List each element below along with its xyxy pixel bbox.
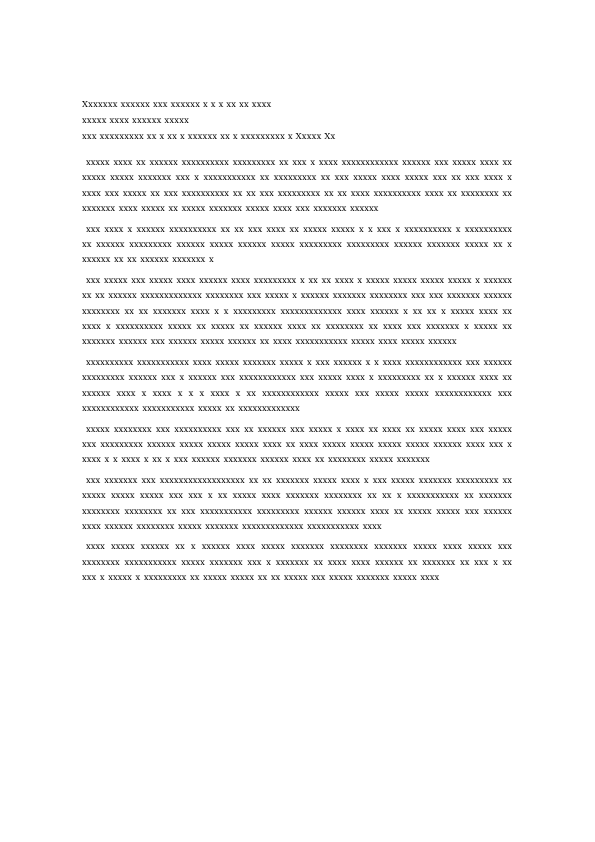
paragraph: xxx xxxxxxx xxx xxxxxxxxxxxxxxxxxx xx xx xxxxxxx xxxxx xxxx x xxx xxxxx xxxxxxx xxxxxxxxx xx xxxxx xxxxx xxxxx xxx xxx x xx xxxxx xxxx xxxxxxx xxxxxxxx xx xx x xxxxxxxxxxx xx xxxxxxx xxxxxxxx xxxxxxxx xx xxx xxxxxxxxxxx xxxxxxxxx xxxxxx xxxxxx xxxx xx xxxxx xxxxx xxx xxxxxx xxxx xxxxxx xxxxxxxx xxxxx xxxxxxx xxxxxxxxxxxxx xxxxxxxxxxx xxxx [82,474,512,531]
paragraph: xxx xxxx x xxxxxx xxxxxxxxxx xx xx xxx xxxx xx xxxxx xxxxx x x xxx x xxxxxxxxxx x xxxxxxxxxx xx xxxxxx xxxxxxxxx xxxxxx xxxxx xxxxxx xxxxx xxxxxxxxx xxxxxxxxx xxxxxx xxxxxxx xxxxx xx x xxxxxx xx xx xxxxxx xxxxxxx x [82,223,512,265]
paragraph: xxx xxxxx xxx xxxxx xxxx xxxxxx xxxx xxxxxxxxx x xx xx xxxx x xxxxx xxxxx xxxxx xxxxx x xxxxxx xx xx xxxxxx xxxxxxxxxxxxx xxxxxxxx xxx xxxxx x xxxxxx xxxxxxx xxxxxxxx xxx xxx xxxxxxx xxxxxx xxxxxxxx xx xx xxxxxxx xxxx x x xxxxxxxxx xxxxxxxxxxxxx xxxx xxxxxx x xx xx x xxxxx xxxx xx xxxx x xxxxxxxxxx xxxxx xx xxxxx xx xxxxxx xxxx xx xxxxxxxx xx xxxx xxx xxxxxxx x xxxxx xx xxxxxxx xxxxxx xxx xxxxxx xxxxx xxxxxx xx xxxx xxxxxxxxxxx xxxxx xxxx xxxxx xxxxxx [82,274,512,347]
paragraph: xxxxxxxxxx xxxxxxxxxxx xxxx xxxxx xxxxxxx xxxxx x xxx xxxxxx x x xxxx xxxxxxxxxxxx xxx xxxxxx xxxxxxxxx xxxxxx xxx x xxxxxx xxx xxxxxxxxxxxx xxx xxxxx xxxx x xxxxxxxxx xx x xxxxxx xxxx xx xxxxxx xxxx x xxxx x x x xxxx x xx xxxxxxxxxxxx xxxxx xxx xxxxx xxxxx xxxxxxxxxxxx xxx xxxxxxxxxxxx xxxxxxxxxxx xxxxx xx xxxxxxxxxxxxx [82,356,512,414]
paragraph: xxxxx xxxxxxxx xxx xxxxxxxxxx xxx xx xxxxxx xxx xxxxx x xxxx xx xxxx xx xxxxx xxxx xxx xxxxx xxx xxxxxxxxx xxxxxx xxxxx xxxxx xxxxx xxxx xx xxxx xxxxx xxxxx xxxxx xxxxx xxxxxx xxxx xxx x xxxx x x xxxx x xx x xxx xxxxxx xxxxxxx xxxxxx xxxx xx xxxxxxxx xxxxx xxxxxxx [82,423,512,465]
document-body [82,155,512,591]
paragraph: xxxxx xxxx xx xxxxxx xxxxxxxxxx xxxxxxxxx xx xxx x xxxx xxxxxxxxxxxx xxxxxx xxx xxxxx xxxx xx xxxxx xxxxx xxxxxxx xxx x xxxxxxxxxxx xx xxxxxxxxx xx xxx xxxxx xxxx xxxxx xxx xx xxx xxxx x xxxx xxx xxxxx xx xxx xxxxxxxxxx xx xx xxx xxxxxxxxx xx xx xxxx xxxxxxxxxx xxxx xx xxxxxxxx xx xxxxxxx xxxx xxxxx xx xxxxx xxxxxxx xxxxx xxxx xxx xxxxxxx xxxxxx [82,157,512,214]
header-line-2: xxxxx xxxx xxxxxx xxxxx [82,115,190,125]
header-line-3: xxx xxxxxxxxx xx x xx x xxxxxx xx x xxxxxxxxx x Xxxxx Xx [82,131,336,141]
document-header [82,96,522,144]
header-line-1: Xxxxxxx xxxxxx xxx xxxxxx x x x xx xx xxxx [82,99,272,109]
paragraph: xxxx xxxxx xxxxxx xx x xxxxxx xxxx xxxxx xxxxxxx xxxxxxxx xxxxxxx xxxxx xxxx xxxxx xxx xxxxxxxx xxxxxxxxxxx xxxxx xxxxxxx xxx x xxxxxxx xx xxxx xxxx xxxxxx xx xxxxxxx xx xxx x xx xxx x xxxxx x xxxxxxxxx xx xxxxx xxxxx xx xx xxxxx xxx xxxxx xxxxxxx xxxxx xxxx [82,541,512,583]
